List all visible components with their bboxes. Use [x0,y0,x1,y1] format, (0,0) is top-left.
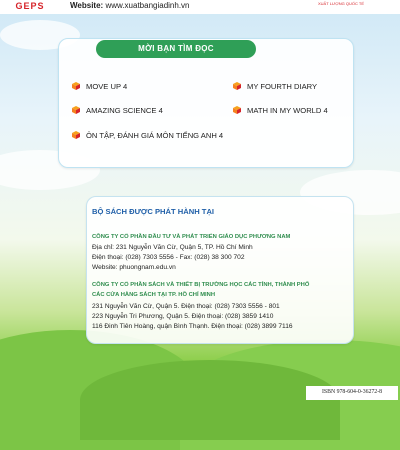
book-title: MY FOURTH DIARY [247,82,318,91]
book-item [72,106,163,116]
recommended-books-title: MỜI BẠN TÌM ĐỌC [96,40,256,58]
cube-icon [72,106,80,114]
company1-name: CÔNG TY CỔ PHẦN ĐẦU TƯ VÀ PHÁT TRIỂN GIÁO DỤC PHƯƠNG NAM [92,234,291,240]
cube-icon [233,106,241,114]
book-title: AMAZING SCIENCE 4 [86,106,163,115]
company1-phone: Điện thoại: (028) 7303 5556 - Fax: (028) 38 300 702 [92,254,245,261]
cube-icon [72,82,80,90]
isbn-label: ISBN 978-604-0-36272-8 [306,386,398,400]
book-item [233,82,317,92]
company1-website: Website: phuongnam.edu.vn [92,264,176,271]
store-address: 223 Nguyễn Tri Phương, Quận 5. Điện thoại: (028) 3859 1410 [92,313,274,320]
cube-icon [72,131,80,139]
book-title: ÔN TẬP, ĐÁNH GIÁ MÔN TIẾNG ANH 4 [86,131,224,140]
publisher-logo: GEPS [15,1,45,11]
book-item [233,106,328,116]
top-header-bar [0,0,400,14]
book-title: MOVE UP 4 [86,82,128,91]
book-item [72,131,223,141]
website-line [70,0,190,12]
book-item [72,82,127,92]
company1-address: Địa chỉ: 231 Nguyễn Văn Cừ, Quận 5, TP. Hồ Chí Minh [92,244,253,251]
hill [80,360,340,440]
website-label: Website: [70,1,104,10]
company2-name-line2: CÁC CỬA HÀNG SÁCH TẠI TP. HỒ CHÍ MINH [92,292,216,298]
distribution-title: BỘ SÁCH ĐƯỢC PHÁT HÀNH TẠI [92,207,215,216]
stamp-text: XUẤT LƯỢNG QUỐC TẾ [318,1,365,6]
book-title: MATH IN MY WORLD 4 [247,106,328,115]
website-url[interactable]: www.xuatbangiadinh.vn [105,1,190,10]
cube-icon [233,82,241,90]
company2-name-line1: CÔNG TY CỔ PHẦN SÁCH VÀ THIẾT BỊ TRƯỜNG HỌC CÁC TỈNH, THÀNH PHỐ [92,282,310,288]
store-address: 116 Đinh Tiên Hoàng, quận Bình Thạnh. Điện thoại: (028) 3899 7116 [92,323,293,330]
store-address: 231 Nguyễn Văn Cừ, Quận 5. Điện thoại: (028) 7303 5556 - 801 [92,303,280,310]
